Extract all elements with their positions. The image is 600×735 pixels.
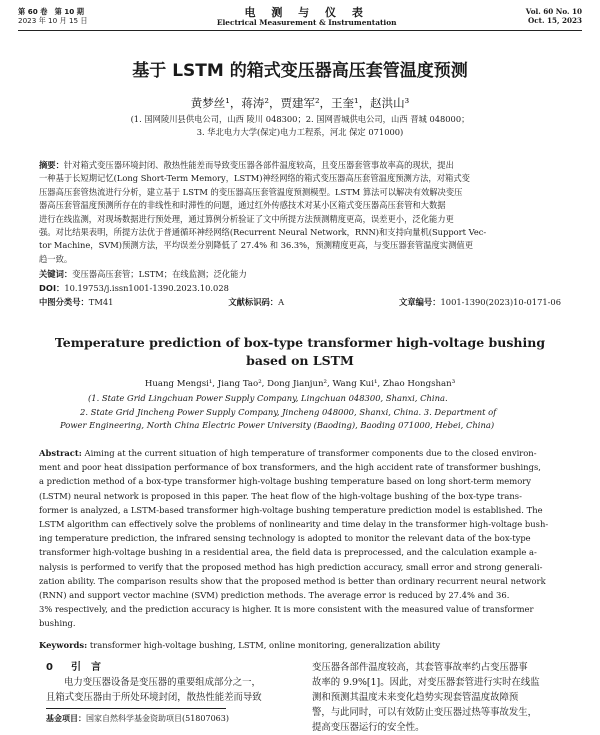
doc-code-label: 文献标识码： bbox=[228, 297, 279, 307]
abstract-en-line: 3% respectively, and the prediction accuracy is higher. It is more consistent with the measured value of transformer bbox=[39, 604, 534, 615]
abstract-cn-line: 趋一致。 bbox=[39, 253, 73, 264]
article-number-value: 1001-1390(2023)10-0171-06 bbox=[440, 297, 561, 307]
abstract-cn-line: 针对箱式变压器环境封闭、散热性能差而导致变压器各部件温度较高，且变压器套管事故率高的现状，提出 bbox=[63, 160, 454, 170]
header-rule bbox=[18, 30, 582, 31]
abstract-en-line: (LSTM) neural network is proposed in this paper. The heat flow of the high-voltage bushing of the box-type trans- bbox=[39, 490, 522, 501]
paper-title-en-line-1: Temperature prediction of box-type transformer high-voltage bushing bbox=[54, 335, 546, 350]
affiliation-en bbox=[60, 392, 560, 433]
clc-value: TM41 bbox=[88, 297, 114, 307]
body-left-column bbox=[46, 660, 298, 705]
footnote-rule bbox=[46, 708, 226, 709]
affiliation-en-line: 2. State Grid Jincheng Power Supply Company, Jincheng 048000, Shanxi, China. 3. Department of bbox=[80, 406, 497, 417]
affiliation-cn-line-2: 3. 华北电力大学(保定)电力工程系，河北 保定 071000) bbox=[196, 127, 404, 137]
abstract-cn-line: 压器高压套管热流进行分析，建立基于 LSTM 的变压器高压套管温度预测模型。LSTM 算法可以解决有效解决变压 bbox=[39, 186, 463, 197]
affiliation-en-line: (1. State Grid Lingchuan Power Supply Company, Lingchuan 048300, Shanxi, China. bbox=[88, 393, 448, 403]
body-paragraph-line: 警，与此同时，可以有效防止变压器过热等事故发生， bbox=[312, 707, 538, 718]
abstract-en-line: nalysis is performed to verify that the proposed method has high prediction accuracy, small error and strong generali- bbox=[39, 561, 543, 572]
doc-code-value: A bbox=[278, 297, 285, 307]
doi-value: 10.19753/j.issn1001-1390.2023.10.028 bbox=[64, 283, 229, 293]
clc-label: 中图分类号： bbox=[39, 297, 89, 307]
abstract-cn-line: 强。对比结果表明，所提方法优于普通循环神经网络(Recurrent Neural Network，RNN)和支持向量机(Support Vec- bbox=[39, 227, 487, 238]
abstract-cn-line: 进行在线监测，对现场数据进行预处理，通过算例分析验证了文中所提方法预测精度更高，误差更小，泛化能力更 bbox=[39, 213, 454, 224]
abstract-en-line: Aiming at the current situation of high temperature of transformer components due to the closed environ- bbox=[84, 448, 537, 458]
body-paragraph-line: 测和预测其温度未来变化趋势实现套管温度故障预 bbox=[312, 692, 519, 703]
footnote-value: 国家自然科学基金资助项目(51807063) bbox=[86, 714, 229, 723]
date-cn: 2023 年 10 月 15 日 bbox=[18, 16, 88, 25]
doi bbox=[39, 282, 561, 295]
abstract-cn-line: tor Machine，SVM)预测方法，平均误差分别降低了 27.4% 和 36.3%，预测精度更高，与变压器套管温度实测值更 bbox=[39, 240, 473, 251]
article-number-label: 文章编号： bbox=[399, 297, 441, 307]
abstract-en-line: former is analyzed, a LSTM-based transformer high-voltage bushing temperature prediction model is established. The bbox=[39, 504, 543, 515]
body-paragraph-line: 变压器各部件温度较高，其套管事故率约占变压器事 bbox=[312, 662, 528, 673]
abstract-en-line: ing temperature prediction, the infrared sensing technology is adopted to monitor the relevant data of the box-type bbox=[39, 533, 531, 544]
footnote-label: 基金项目： bbox=[46, 714, 86, 723]
paper-title-en-line-2: based on LSTM bbox=[246, 353, 354, 368]
header-right bbox=[526, 7, 582, 27]
affiliation-cn-line-1: (1. 国网陵川县供电公司，山西 陵川 048300；2. 国网晋城供电公司，山西 晋城 048000； bbox=[130, 114, 470, 124]
keywords-en-value: transformer high-voltage bushing, LSTM, online monitoring, generalization ability bbox=[89, 640, 441, 650]
abstract-en-line: LSTM algorithm can effectively solve the problems of nonlinearity and time delay in the transformer high-voltage bush- bbox=[39, 519, 549, 530]
abstract-cn-label: 摘要： bbox=[39, 160, 64, 170]
body-paragraph-line: 电力变压器设备是变压器的重要组成部分之一， bbox=[64, 677, 261, 688]
section-number: 0 bbox=[46, 662, 53, 673]
body-paragraph-line: 提高变压器运行的安全性。 bbox=[312, 722, 425, 733]
keywords-cn-value: 变压器高压套管；LSTM；在线监测；泛化能力 bbox=[72, 269, 247, 279]
volume-issue-cn: 第 60 卷 第 10 期 bbox=[18, 7, 84, 16]
authors-cn: 黄梦丝¹，蒋涛²，贾建军²，王奎¹，赵洪山³ bbox=[190, 96, 410, 110]
abstract-cn-line: 器高压套管温度预测所存在的非线性和时滞性的问题，通过红外传感技术对某小区箱式变压器高压套管和大数据 bbox=[39, 200, 446, 211]
abstract-en-line: a prediction method of a box-type transformer high-voltage bushing temperature based on long short-term memory bbox=[39, 476, 531, 487]
header-center bbox=[88, 7, 526, 27]
date-en: Oct. 15, 2023 bbox=[528, 16, 582, 25]
abstract-en-line: bushing. bbox=[39, 618, 76, 629]
running-header bbox=[18, 7, 582, 27]
abstract-en-label: Abstract: bbox=[39, 448, 82, 458]
section-heading bbox=[46, 660, 298, 675]
affiliation-en-line: Power Engineering, North China Electric Power University (Baoding), Baoding 071000, Hebei, China) bbox=[60, 420, 495, 430]
abstract-en-line: (RNN) and support vector machine (SVM) prediction methods. The average error is reduced by 27.4% and 36. bbox=[39, 590, 510, 601]
abstract-en-line: zation ability. The comparison results show that the proposed method is better than ordinary recurrent neural network bbox=[39, 575, 546, 586]
authors-en: Huang Mengsi¹, Jiang Tao², Dong Jianjun², Wang Kui¹, Zhao Hongshan³ bbox=[144, 379, 456, 389]
classification-row bbox=[39, 296, 561, 309]
abstract-cn bbox=[39, 159, 561, 266]
body-right-column bbox=[312, 660, 564, 735]
volume-issue-en: Vol. 60 No. 10 bbox=[525, 7, 582, 16]
keywords-cn-label: 关键词： bbox=[39, 269, 73, 279]
abstract-en bbox=[39, 446, 561, 631]
footnote bbox=[46, 713, 229, 724]
abstract-en-line: ment and poor heat dissipation performance of box transformers, and the high accident rate of transformer bushings, bbox=[39, 462, 541, 473]
doi-label: DOI： bbox=[39, 283, 65, 293]
journal-title-cn: 电 测 与 仪 表 bbox=[244, 6, 369, 19]
journal-title-en: Electrical Measurement & Instrumentation bbox=[216, 18, 397, 27]
keywords-cn bbox=[39, 268, 561, 281]
body-paragraph-line: 故率的 9.9%[1]。因此，对变压器套管进行实时在线监 bbox=[312, 677, 540, 688]
paper-title-cn: 基于 LSTM 的箱式变压器高压套管温度预测 bbox=[132, 61, 468, 81]
keywords-en bbox=[39, 639, 561, 652]
section-title: 引 言 bbox=[70, 662, 101, 673]
header-left bbox=[18, 7, 88, 27]
keywords-en-label: Keywords: bbox=[39, 640, 88, 650]
body-paragraph-line: 且箱式变压器由于所处环境封闭，散热性能差而导致 bbox=[46, 692, 262, 703]
abstract-en-line: transformer high-voltage bushing in a residential area, the field data is preprocessed, and the calculation example a- bbox=[39, 547, 537, 558]
abstract-cn-line: 一种基于长短期记忆(Long Short-Term Memory，LSTM)神经网络的箱式变压器高压套管温度预测方法，对箱式变 bbox=[39, 173, 470, 184]
